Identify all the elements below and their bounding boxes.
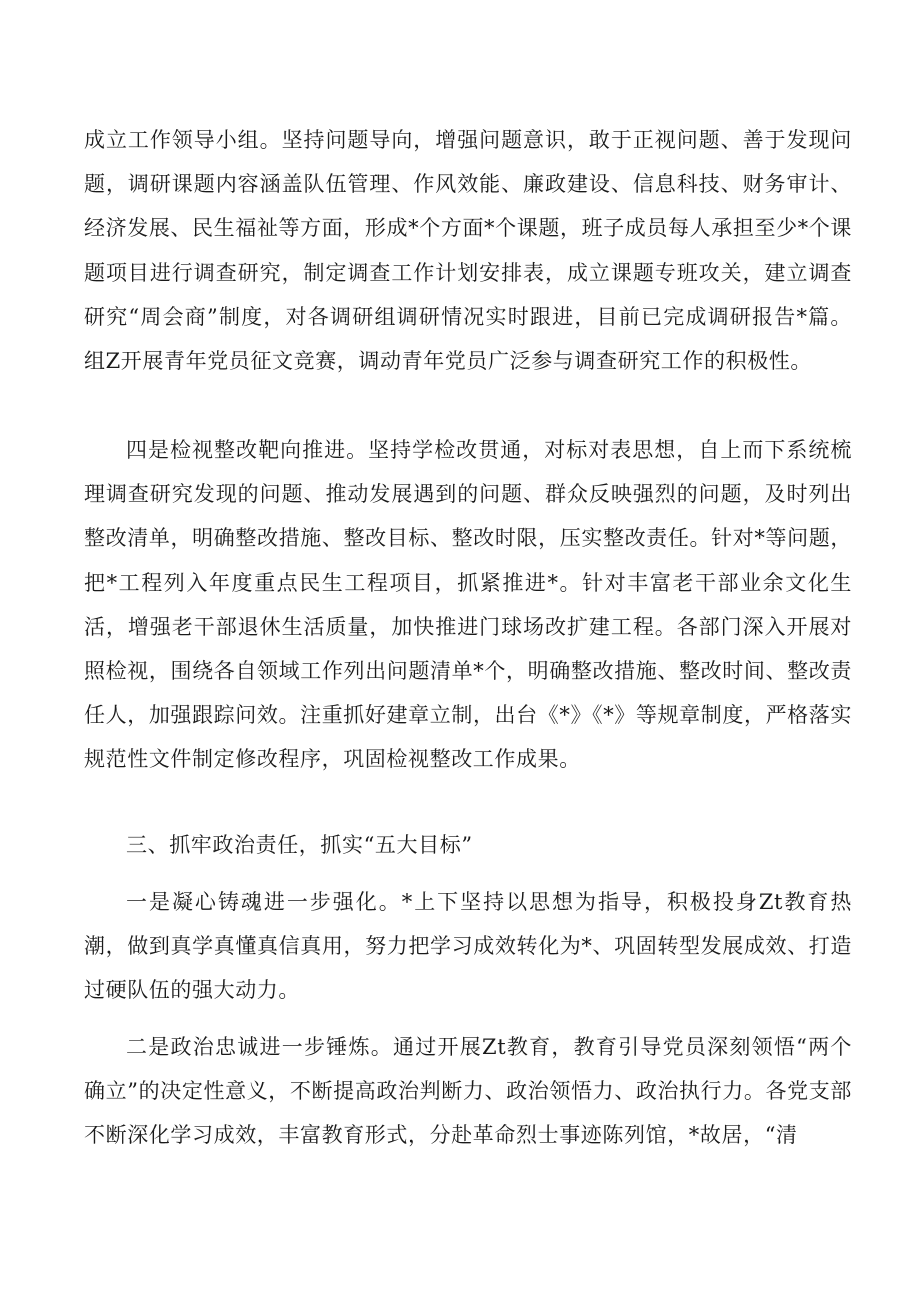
section-heading-text: 三、抓牢政治责任，抓实“五大目标” — [126, 833, 473, 857]
paragraph-text: 成立工作领导小组。坚持问题导向，增强问题意识，敢于正视问题、善于发现问题，调研课题内容涵盖队伍管理、作风效能、廉政建设、信息科技、财务审计、经济发展、民生福祉等方面，形成*个方面*个课题，班子成员每人承担至少*个课题项目进行调查研究，制定调查工作计划安排表，成立课题专班攻关，建立调查研究“周会商”制度，对各调研组调研情况实时跟进，目前已完成调研报告*篇。组Z开展青年党员征文竞赛，调动青年党员广泛参与调查研究工作的积极性。 — [84, 128, 852, 374]
paragraph-continuation — [84, 118, 852, 383]
paragraph-text: 一是凝心铸魂进一步强化。*上下坚持以思想为指导，积极投身Zt教育热潮，做到真学真懂真信真用，努力把学习成效转化为*、巩固转型发展成效、打造过硬队伍的强大动力。 — [84, 890, 852, 1003]
paragraph-point-four — [84, 428, 852, 782]
paragraph-text: 二是政治忠诚进一步锤炼。通过开展Zt教育，教育引导党员深刻领悟“两个确立”的决定性意义，不断提高政治判断力、政治领悟力、政治执行力。各党支部不断深化学习成效，丰富教育形式，分赴革命烈士事迹陈列馆，*故居，“清 — [84, 1035, 852, 1148]
paragraph-text: 四是检视整改靶向推进。坚持学检改贯通，对标对表思想，自上而下系统梳理调查研究发现的问题、推动发展遇到的问题、群众反映强烈的问题，及时列出整改清单，明确整改措施、整改目标、整改时限，压实整改责任。针对*等问题，把*工程列入年度重点民生工程项目，抓紧推进*。针对丰富老干部业余文化生活，增强老干部退休生活质量，加快推进门球场改扩建工程。各部门深入开展对照检视，围绕各自领域工作列出问题清单*个，明确整改措施、整改时间、整改责任人，加强跟踪问效。注重抓好建章立制，出台《*》《*》等规章制度，严格落实规范性文件制定修改程序，巩固检视整改工作成果。 — [84, 438, 852, 772]
paragraph-point-two — [84, 1025, 852, 1158]
section-heading — [84, 823, 852, 867]
paragraph-point-one — [84, 880, 852, 1013]
